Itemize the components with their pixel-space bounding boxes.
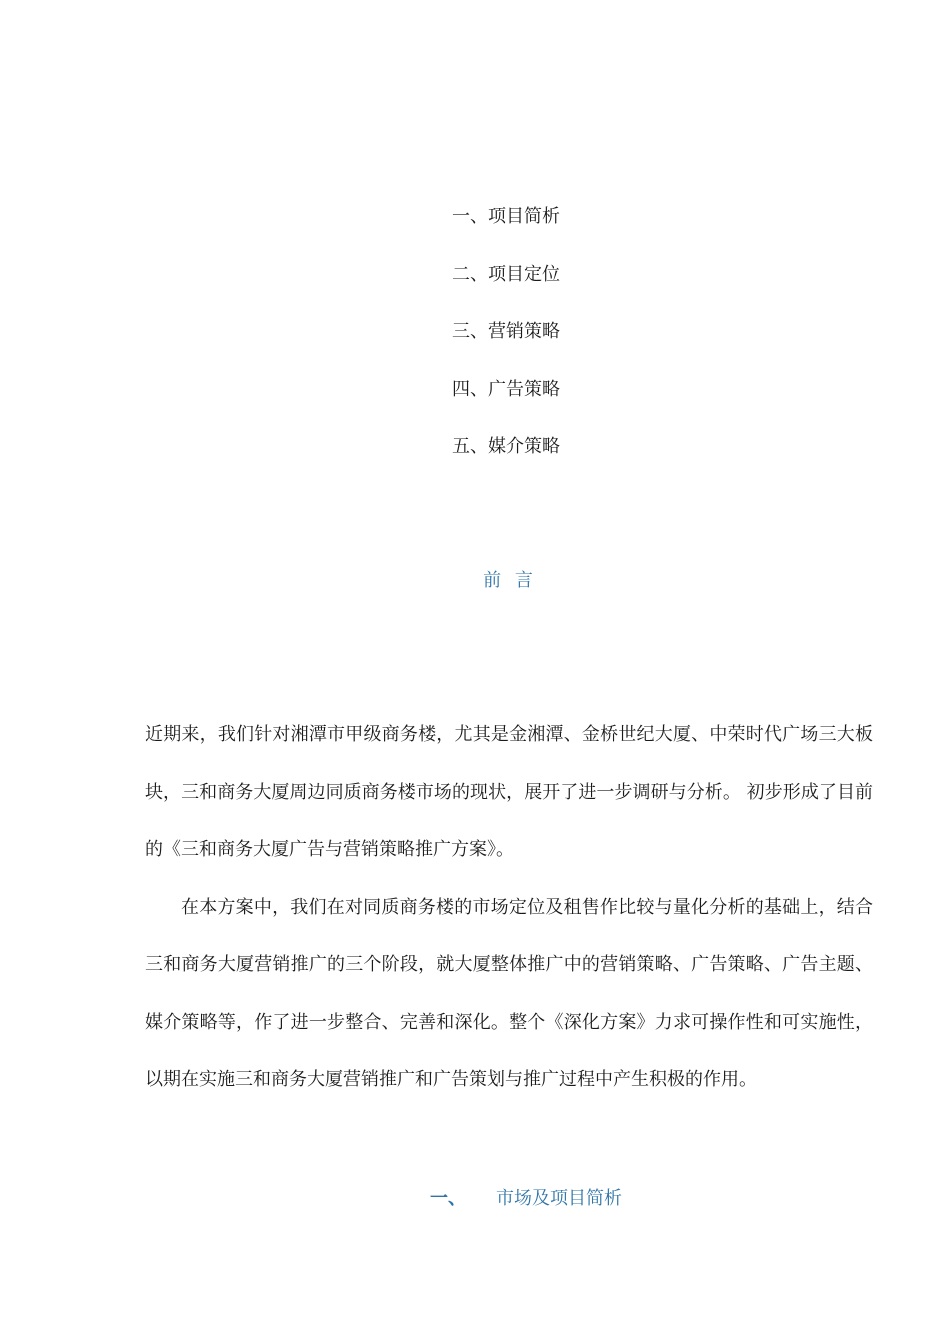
table-of-contents bbox=[452, 203, 652, 491]
section-heading bbox=[430, 1184, 622, 1210]
toc-item-5: 五、媒介策略 bbox=[452, 436, 560, 457]
toc-item-2: 二、项目定位 bbox=[452, 263, 560, 285]
preface-title: 前 言 bbox=[483, 570, 537, 591]
preface-paragraph-1: 近期来，我们针对湘潭市甲级商务楼，尤其是金湘潭、金桥世纪大厦、中荣时代广场三大板块，三和商务大厦周边同质商务楼市场的现状，展开了进一步调研与分析。 初步形成了目前的《三和商务大厦广告与营销策略推广方案》。 bbox=[145, 724, 873, 860]
toc-item-4: 四、广告策略 bbox=[452, 378, 560, 400]
toc-item-3: 三、营销策略 bbox=[452, 321, 560, 342]
section-number: 一、 bbox=[430, 1188, 466, 1209]
preface-paragraph-2: 在本方案中，我们在对同质商务楼的市场定位及租售作比较与量化分析的基础上，结合三和商务大厦营销推广的三个阶段，就大厦整体推广中的营销策略、广告策略、广告主题、媒介策略等，作了进一步整合、完善和深化。整个《深化方案》力求可操作性和可实施性，以期在实施三和商务大厦营销推广和广告策划与推广过程中产生积极的作用。 bbox=[145, 896, 873, 1090]
section-title: 市场及项目简析 bbox=[496, 1188, 622, 1209]
toc-item-1: 一、项目简析 bbox=[452, 206, 560, 227]
preface-body bbox=[145, 706, 873, 1109]
